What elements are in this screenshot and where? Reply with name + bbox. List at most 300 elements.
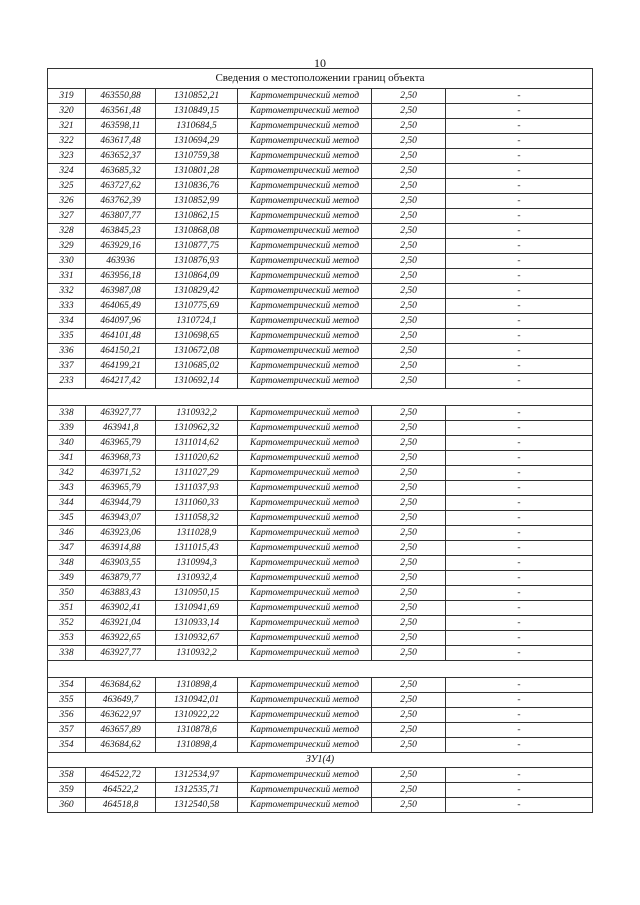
table-row — [48, 374, 593, 389]
description-cell: - — [446, 541, 593, 556]
table-row — [48, 541, 593, 556]
method-cell: Картометрический метод — [238, 239, 372, 254]
description-cell: - — [446, 224, 593, 239]
table-row — [48, 631, 593, 646]
description-cell: - — [446, 738, 593, 753]
method-cell: Картометрический метод — [238, 783, 372, 798]
y-coordinate-cell: 1310852,21 — [156, 89, 238, 104]
accuracy-cell: 2,50 — [372, 164, 446, 179]
accuracy-cell: 2,50 — [372, 359, 446, 374]
y-coordinate-cell: 1310898,4 — [156, 738, 238, 753]
description-cell: - — [446, 451, 593, 466]
point-number-cell: 340 — [48, 436, 86, 451]
accuracy-cell: 2,50 — [372, 284, 446, 299]
point-number-cell: 327 — [48, 209, 86, 224]
table-row — [48, 344, 593, 359]
table-title: Сведения о местоположении границ объекта — [48, 69, 593, 89]
y-coordinate-cell: 1311037,93 — [156, 481, 238, 496]
description-cell: - — [446, 209, 593, 224]
description-cell: - — [446, 783, 593, 798]
description-cell: - — [446, 616, 593, 631]
table-row — [48, 164, 593, 179]
x-coordinate-cell: 463987,08 — [86, 284, 156, 299]
x-coordinate-cell: 463971,52 — [86, 466, 156, 481]
accuracy-cell: 2,50 — [372, 209, 446, 224]
method-cell: Картометрический метод — [238, 571, 372, 586]
point-number-cell: 321 — [48, 119, 86, 134]
group-separator-row — [48, 389, 593, 406]
point-number-cell: 360 — [48, 798, 86, 813]
x-coordinate-cell: 463617,48 — [86, 134, 156, 149]
method-cell: Картометрический метод — [238, 149, 372, 164]
accuracy-cell: 2,50 — [372, 601, 446, 616]
table-row — [48, 89, 593, 104]
table-row — [48, 526, 593, 541]
point-number-cell: 349 — [48, 571, 86, 586]
accuracy-cell: 2,50 — [372, 738, 446, 753]
method-cell: Картометрический метод — [238, 678, 372, 693]
y-coordinate-cell: 1310868,08 — [156, 224, 238, 239]
x-coordinate-cell: 463762,39 — [86, 194, 156, 209]
accuracy-cell: 2,50 — [372, 149, 446, 164]
table-row — [48, 616, 593, 631]
point-number-cell: 354 — [48, 678, 86, 693]
table-row — [48, 194, 593, 209]
point-number-cell: 324 — [48, 164, 86, 179]
x-coordinate-cell: 463941,8 — [86, 421, 156, 436]
y-coordinate-cell: 1311060,33 — [156, 496, 238, 511]
accuracy-cell: 2,50 — [372, 374, 446, 389]
accuracy-cell: 2,50 — [372, 678, 446, 693]
point-number-cell: 337 — [48, 359, 86, 374]
x-coordinate-cell: 463922,65 — [86, 631, 156, 646]
y-coordinate-cell: 1311020,62 — [156, 451, 238, 466]
table-row — [48, 723, 593, 738]
y-coordinate-cell: 1311028,9 — [156, 526, 238, 541]
x-coordinate-cell: 463965,79 — [86, 436, 156, 451]
method-cell: Картометрический метод — [238, 646, 372, 661]
point-number-cell: 346 — [48, 526, 86, 541]
description-cell: - — [446, 421, 593, 436]
accuracy-cell: 2,50 — [372, 526, 446, 541]
y-coordinate-cell: 1310864,09 — [156, 269, 238, 284]
description-cell: - — [446, 299, 593, 314]
x-coordinate-cell: 463921,04 — [86, 616, 156, 631]
table-row — [48, 571, 593, 586]
y-coordinate-cell: 1311027,29 — [156, 466, 238, 481]
x-coordinate-cell: 464522,2 — [86, 783, 156, 798]
description-cell: - — [446, 89, 593, 104]
table-row — [48, 359, 593, 374]
accuracy-cell: 2,50 — [372, 646, 446, 661]
accuracy-cell: 2,50 — [372, 179, 446, 194]
description-cell: - — [446, 359, 593, 374]
point-number-cell: 356 — [48, 708, 86, 723]
description-cell: - — [446, 466, 593, 481]
x-coordinate-cell: 463807,77 — [86, 209, 156, 224]
x-coordinate-cell: 463965,79 — [86, 481, 156, 496]
method-cell: Картометрический метод — [238, 421, 372, 436]
x-coordinate-cell: 464065,49 — [86, 299, 156, 314]
y-coordinate-cell: 1310932,2 — [156, 646, 238, 661]
description-cell: - — [446, 284, 593, 299]
table-row — [48, 209, 593, 224]
description-cell: - — [446, 511, 593, 526]
description-cell: - — [446, 723, 593, 738]
point-number-cell: 335 — [48, 329, 86, 344]
y-coordinate-cell: 1310962,32 — [156, 421, 238, 436]
accuracy-cell: 2,50 — [372, 224, 446, 239]
description-cell: - — [446, 254, 593, 269]
description-cell: - — [446, 239, 593, 254]
accuracy-cell: 2,50 — [372, 783, 446, 798]
x-coordinate-cell: 463550,88 — [86, 89, 156, 104]
accuracy-cell: 2,50 — [372, 768, 446, 783]
table-row — [48, 314, 593, 329]
method-cell: Картометрический метод — [238, 314, 372, 329]
x-coordinate-cell: 463883,43 — [86, 586, 156, 601]
group-label — [48, 661, 593, 678]
table-row — [48, 406, 593, 421]
point-number-cell: 353 — [48, 631, 86, 646]
x-coordinate-cell: 463944,79 — [86, 496, 156, 511]
point-number-cell: 342 — [48, 466, 86, 481]
x-coordinate-cell: 463684,62 — [86, 738, 156, 753]
accuracy-cell: 2,50 — [372, 194, 446, 209]
point-number-cell: 325 — [48, 179, 86, 194]
point-number-cell: 328 — [48, 224, 86, 239]
point-number-cell: 352 — [48, 616, 86, 631]
y-coordinate-cell: 1310852,99 — [156, 194, 238, 209]
table-row — [48, 798, 593, 813]
method-cell: Картометрический метод — [238, 299, 372, 314]
table-row — [48, 708, 593, 723]
accuracy-cell: 2,50 — [372, 134, 446, 149]
method-cell: Картометрический метод — [238, 798, 372, 813]
accuracy-cell: 2,50 — [372, 299, 446, 314]
point-number-cell: 354 — [48, 738, 86, 753]
method-cell: Картометрический метод — [238, 359, 372, 374]
point-number-cell: 358 — [48, 768, 86, 783]
method-cell: Картометрический метод — [238, 466, 372, 481]
description-cell: - — [446, 164, 593, 179]
table-row — [48, 586, 593, 601]
point-number-cell: 350 — [48, 586, 86, 601]
y-coordinate-cell: 1310775,69 — [156, 299, 238, 314]
point-number-cell: 323 — [48, 149, 86, 164]
y-coordinate-cell: 1310932,2 — [156, 406, 238, 421]
point-number-cell: 338 — [48, 406, 86, 421]
table-row — [48, 511, 593, 526]
y-coordinate-cell: 1310933,14 — [156, 616, 238, 631]
y-coordinate-cell: 1310849,15 — [156, 104, 238, 119]
description-cell: - — [446, 179, 593, 194]
x-coordinate-cell: 464199,21 — [86, 359, 156, 374]
table-row — [48, 269, 593, 284]
accuracy-cell: 2,50 — [372, 708, 446, 723]
point-number-cell: 329 — [48, 239, 86, 254]
x-coordinate-cell: 463927,77 — [86, 406, 156, 421]
accuracy-cell: 2,50 — [372, 723, 446, 738]
accuracy-cell: 2,50 — [372, 436, 446, 451]
x-coordinate-cell: 463657,89 — [86, 723, 156, 738]
y-coordinate-cell: 1310698,65 — [156, 329, 238, 344]
y-coordinate-cell: 1310685,02 — [156, 359, 238, 374]
x-coordinate-cell: 463649,7 — [86, 693, 156, 708]
point-number-cell: 333 — [48, 299, 86, 314]
table-row — [48, 496, 593, 511]
accuracy-cell: 2,50 — [372, 119, 446, 134]
accuracy-cell: 2,50 — [372, 421, 446, 436]
method-cell: Картометрический метод — [238, 119, 372, 134]
x-coordinate-cell: 463929,16 — [86, 239, 156, 254]
point-number-cell: 336 — [48, 344, 86, 359]
method-cell: Картометрический метод — [238, 269, 372, 284]
accuracy-cell: 2,50 — [372, 496, 446, 511]
x-coordinate-cell: 463923,06 — [86, 526, 156, 541]
table-title-row — [48, 69, 593, 89]
y-coordinate-cell: 1310672,08 — [156, 344, 238, 359]
point-number-cell: 359 — [48, 783, 86, 798]
x-coordinate-cell: 463598,11 — [86, 119, 156, 134]
description-cell: - — [446, 571, 593, 586]
group-label: ЗУ1(4) — [48, 753, 593, 768]
table-row — [48, 466, 593, 481]
description-cell: - — [446, 556, 593, 571]
method-cell: Картометрический метод — [238, 164, 372, 179]
table-row — [48, 134, 593, 149]
method-cell: Картометрический метод — [238, 738, 372, 753]
description-cell: - — [446, 586, 593, 601]
accuracy-cell: 2,50 — [372, 616, 446, 631]
description-cell: - — [446, 329, 593, 344]
method-cell: Картометрический метод — [238, 194, 372, 209]
x-coordinate-cell: 464217,42 — [86, 374, 156, 389]
description-cell: - — [446, 601, 593, 616]
point-number-cell: 347 — [48, 541, 86, 556]
y-coordinate-cell: 1310898,4 — [156, 678, 238, 693]
accuracy-cell: 2,50 — [372, 314, 446, 329]
table-row — [48, 421, 593, 436]
point-number-cell: 338 — [48, 646, 86, 661]
x-coordinate-cell: 463903,55 — [86, 556, 156, 571]
method-cell: Картометрический метод — [238, 436, 372, 451]
table-row — [48, 601, 593, 616]
description-cell: - — [446, 526, 593, 541]
description-cell: - — [446, 708, 593, 723]
accuracy-cell: 2,50 — [372, 254, 446, 269]
description-cell: - — [446, 631, 593, 646]
point-number-cell: 334 — [48, 314, 86, 329]
accuracy-cell: 2,50 — [372, 329, 446, 344]
description-cell: - — [446, 134, 593, 149]
x-coordinate-cell: 463684,62 — [86, 678, 156, 693]
accuracy-cell: 2,50 — [372, 344, 446, 359]
y-coordinate-cell: 1310692,14 — [156, 374, 238, 389]
table-row — [48, 224, 593, 239]
y-coordinate-cell: 1310932,67 — [156, 631, 238, 646]
method-cell: Картометрический метод — [238, 511, 372, 526]
method-cell: Картометрический метод — [238, 344, 372, 359]
description-cell: - — [446, 374, 593, 389]
table-row — [48, 678, 593, 693]
table-row — [48, 481, 593, 496]
x-coordinate-cell: 464097,96 — [86, 314, 156, 329]
accuracy-cell: 2,50 — [372, 269, 446, 284]
group-label — [48, 389, 593, 406]
x-coordinate-cell: 463914,88 — [86, 541, 156, 556]
table-row — [48, 783, 593, 798]
point-number-cell: 320 — [48, 104, 86, 119]
boundary-coordinates-table — [47, 68, 593, 813]
method-cell: Картометрический метод — [238, 496, 372, 511]
y-coordinate-cell: 1310862,15 — [156, 209, 238, 224]
description-cell: - — [446, 768, 593, 783]
table-row — [48, 299, 593, 314]
point-number-cell: 341 — [48, 451, 86, 466]
x-coordinate-cell: 463927,77 — [86, 646, 156, 661]
method-cell: Картометрический метод — [238, 768, 372, 783]
description-cell: - — [446, 119, 593, 134]
method-cell: Картометрический метод — [238, 104, 372, 119]
y-coordinate-cell: 1310724,1 — [156, 314, 238, 329]
method-cell: Картометрический метод — [238, 451, 372, 466]
x-coordinate-cell: 463943,07 — [86, 511, 156, 526]
point-number-cell: 344 — [48, 496, 86, 511]
x-coordinate-cell: 464522,72 — [86, 768, 156, 783]
table-row — [48, 179, 593, 194]
y-coordinate-cell: 1310941,69 — [156, 601, 238, 616]
y-coordinate-cell: 1310932,4 — [156, 571, 238, 586]
x-coordinate-cell: 463845,23 — [86, 224, 156, 239]
point-number-cell: 319 — [48, 89, 86, 104]
method-cell: Картометрический метод — [238, 329, 372, 344]
x-coordinate-cell: 463936 — [86, 254, 156, 269]
y-coordinate-cell: 1310994,3 — [156, 556, 238, 571]
accuracy-cell: 2,50 — [372, 556, 446, 571]
x-coordinate-cell: 463622,97 — [86, 708, 156, 723]
accuracy-cell: 2,50 — [372, 631, 446, 646]
method-cell: Картометрический метод — [238, 406, 372, 421]
point-number-cell: 345 — [48, 511, 86, 526]
method-cell: Картометрический метод — [238, 631, 372, 646]
group-separator-row — [48, 661, 593, 678]
accuracy-cell: 2,50 — [372, 798, 446, 813]
accuracy-cell: 2,50 — [372, 511, 446, 526]
point-number-cell: 332 — [48, 284, 86, 299]
y-coordinate-cell: 1310829,42 — [156, 284, 238, 299]
description-cell: - — [446, 436, 593, 451]
page-number: 10 — [314, 56, 326, 70]
y-coordinate-cell: 1312534,97 — [156, 768, 238, 783]
y-coordinate-cell: 1310876,93 — [156, 254, 238, 269]
description-cell: - — [446, 646, 593, 661]
x-coordinate-cell: 463956,18 — [86, 269, 156, 284]
accuracy-cell: 2,50 — [372, 571, 446, 586]
point-number-cell: 326 — [48, 194, 86, 209]
y-coordinate-cell: 1310878,6 — [156, 723, 238, 738]
method-cell: Картометрический метод — [238, 723, 372, 738]
method-cell: Картометрический метод — [238, 374, 372, 389]
x-coordinate-cell: 463902,41 — [86, 601, 156, 616]
description-cell: - — [446, 149, 593, 164]
method-cell: Картометрический метод — [238, 616, 372, 631]
method-cell: Картометрический метод — [238, 254, 372, 269]
method-cell: Картометрический метод — [238, 556, 372, 571]
table-row — [48, 693, 593, 708]
method-cell: Картометрический метод — [238, 526, 372, 541]
table-row — [48, 284, 593, 299]
x-coordinate-cell: 463561,48 — [86, 104, 156, 119]
point-number-cell: 355 — [48, 693, 86, 708]
table-row — [48, 738, 593, 753]
method-cell: Картометрический метод — [238, 541, 372, 556]
accuracy-cell: 2,50 — [372, 406, 446, 421]
point-number-cell: 343 — [48, 481, 86, 496]
table-row — [48, 104, 593, 119]
method-cell: Картометрический метод — [238, 481, 372, 496]
description-cell: - — [446, 194, 593, 209]
accuracy-cell: 2,50 — [372, 693, 446, 708]
method-cell: Картометрический метод — [238, 284, 372, 299]
y-coordinate-cell: 1310759,38 — [156, 149, 238, 164]
accuracy-cell: 2,50 — [372, 451, 446, 466]
table-row — [48, 436, 593, 451]
y-coordinate-cell: 1311014,62 — [156, 436, 238, 451]
table-row — [48, 556, 593, 571]
description-cell: - — [446, 269, 593, 284]
point-number-cell: 330 — [48, 254, 86, 269]
table-row — [48, 149, 593, 164]
method-cell: Картометрический метод — [238, 89, 372, 104]
accuracy-cell: 2,50 — [372, 89, 446, 104]
y-coordinate-cell: 1310942,01 — [156, 693, 238, 708]
y-coordinate-cell: 1312535,71 — [156, 783, 238, 798]
table-row — [48, 768, 593, 783]
description-cell: - — [446, 693, 593, 708]
table-row — [48, 329, 593, 344]
x-coordinate-cell: 463727,62 — [86, 179, 156, 194]
x-coordinate-cell: 464150,21 — [86, 344, 156, 359]
method-cell: Картометрический метод — [238, 693, 372, 708]
method-cell: Картометрический метод — [238, 601, 372, 616]
table-row — [48, 254, 593, 269]
group-separator-row — [48, 753, 593, 768]
accuracy-cell: 2,50 — [372, 481, 446, 496]
y-coordinate-cell: 1312540,58 — [156, 798, 238, 813]
description-cell: - — [446, 496, 593, 511]
description-cell: - — [446, 344, 593, 359]
accuracy-cell: 2,50 — [372, 541, 446, 556]
method-cell: Картометрический метод — [238, 224, 372, 239]
x-coordinate-cell: 464518,8 — [86, 798, 156, 813]
y-coordinate-cell: 1310694,29 — [156, 134, 238, 149]
x-coordinate-cell: 463968,73 — [86, 451, 156, 466]
point-number-cell: 339 — [48, 421, 86, 436]
method-cell: Картометрический метод — [238, 708, 372, 723]
table-row — [48, 119, 593, 134]
table-body — [48, 69, 593, 813]
point-number-cell: 348 — [48, 556, 86, 571]
x-coordinate-cell: 463652,37 — [86, 149, 156, 164]
accuracy-cell: 2,50 — [372, 239, 446, 254]
x-coordinate-cell: 463685,32 — [86, 164, 156, 179]
description-cell: - — [446, 678, 593, 693]
point-number-cell: 331 — [48, 269, 86, 284]
accuracy-cell: 2,50 — [372, 466, 446, 481]
description-cell: - — [446, 798, 593, 813]
description-cell: - — [446, 481, 593, 496]
